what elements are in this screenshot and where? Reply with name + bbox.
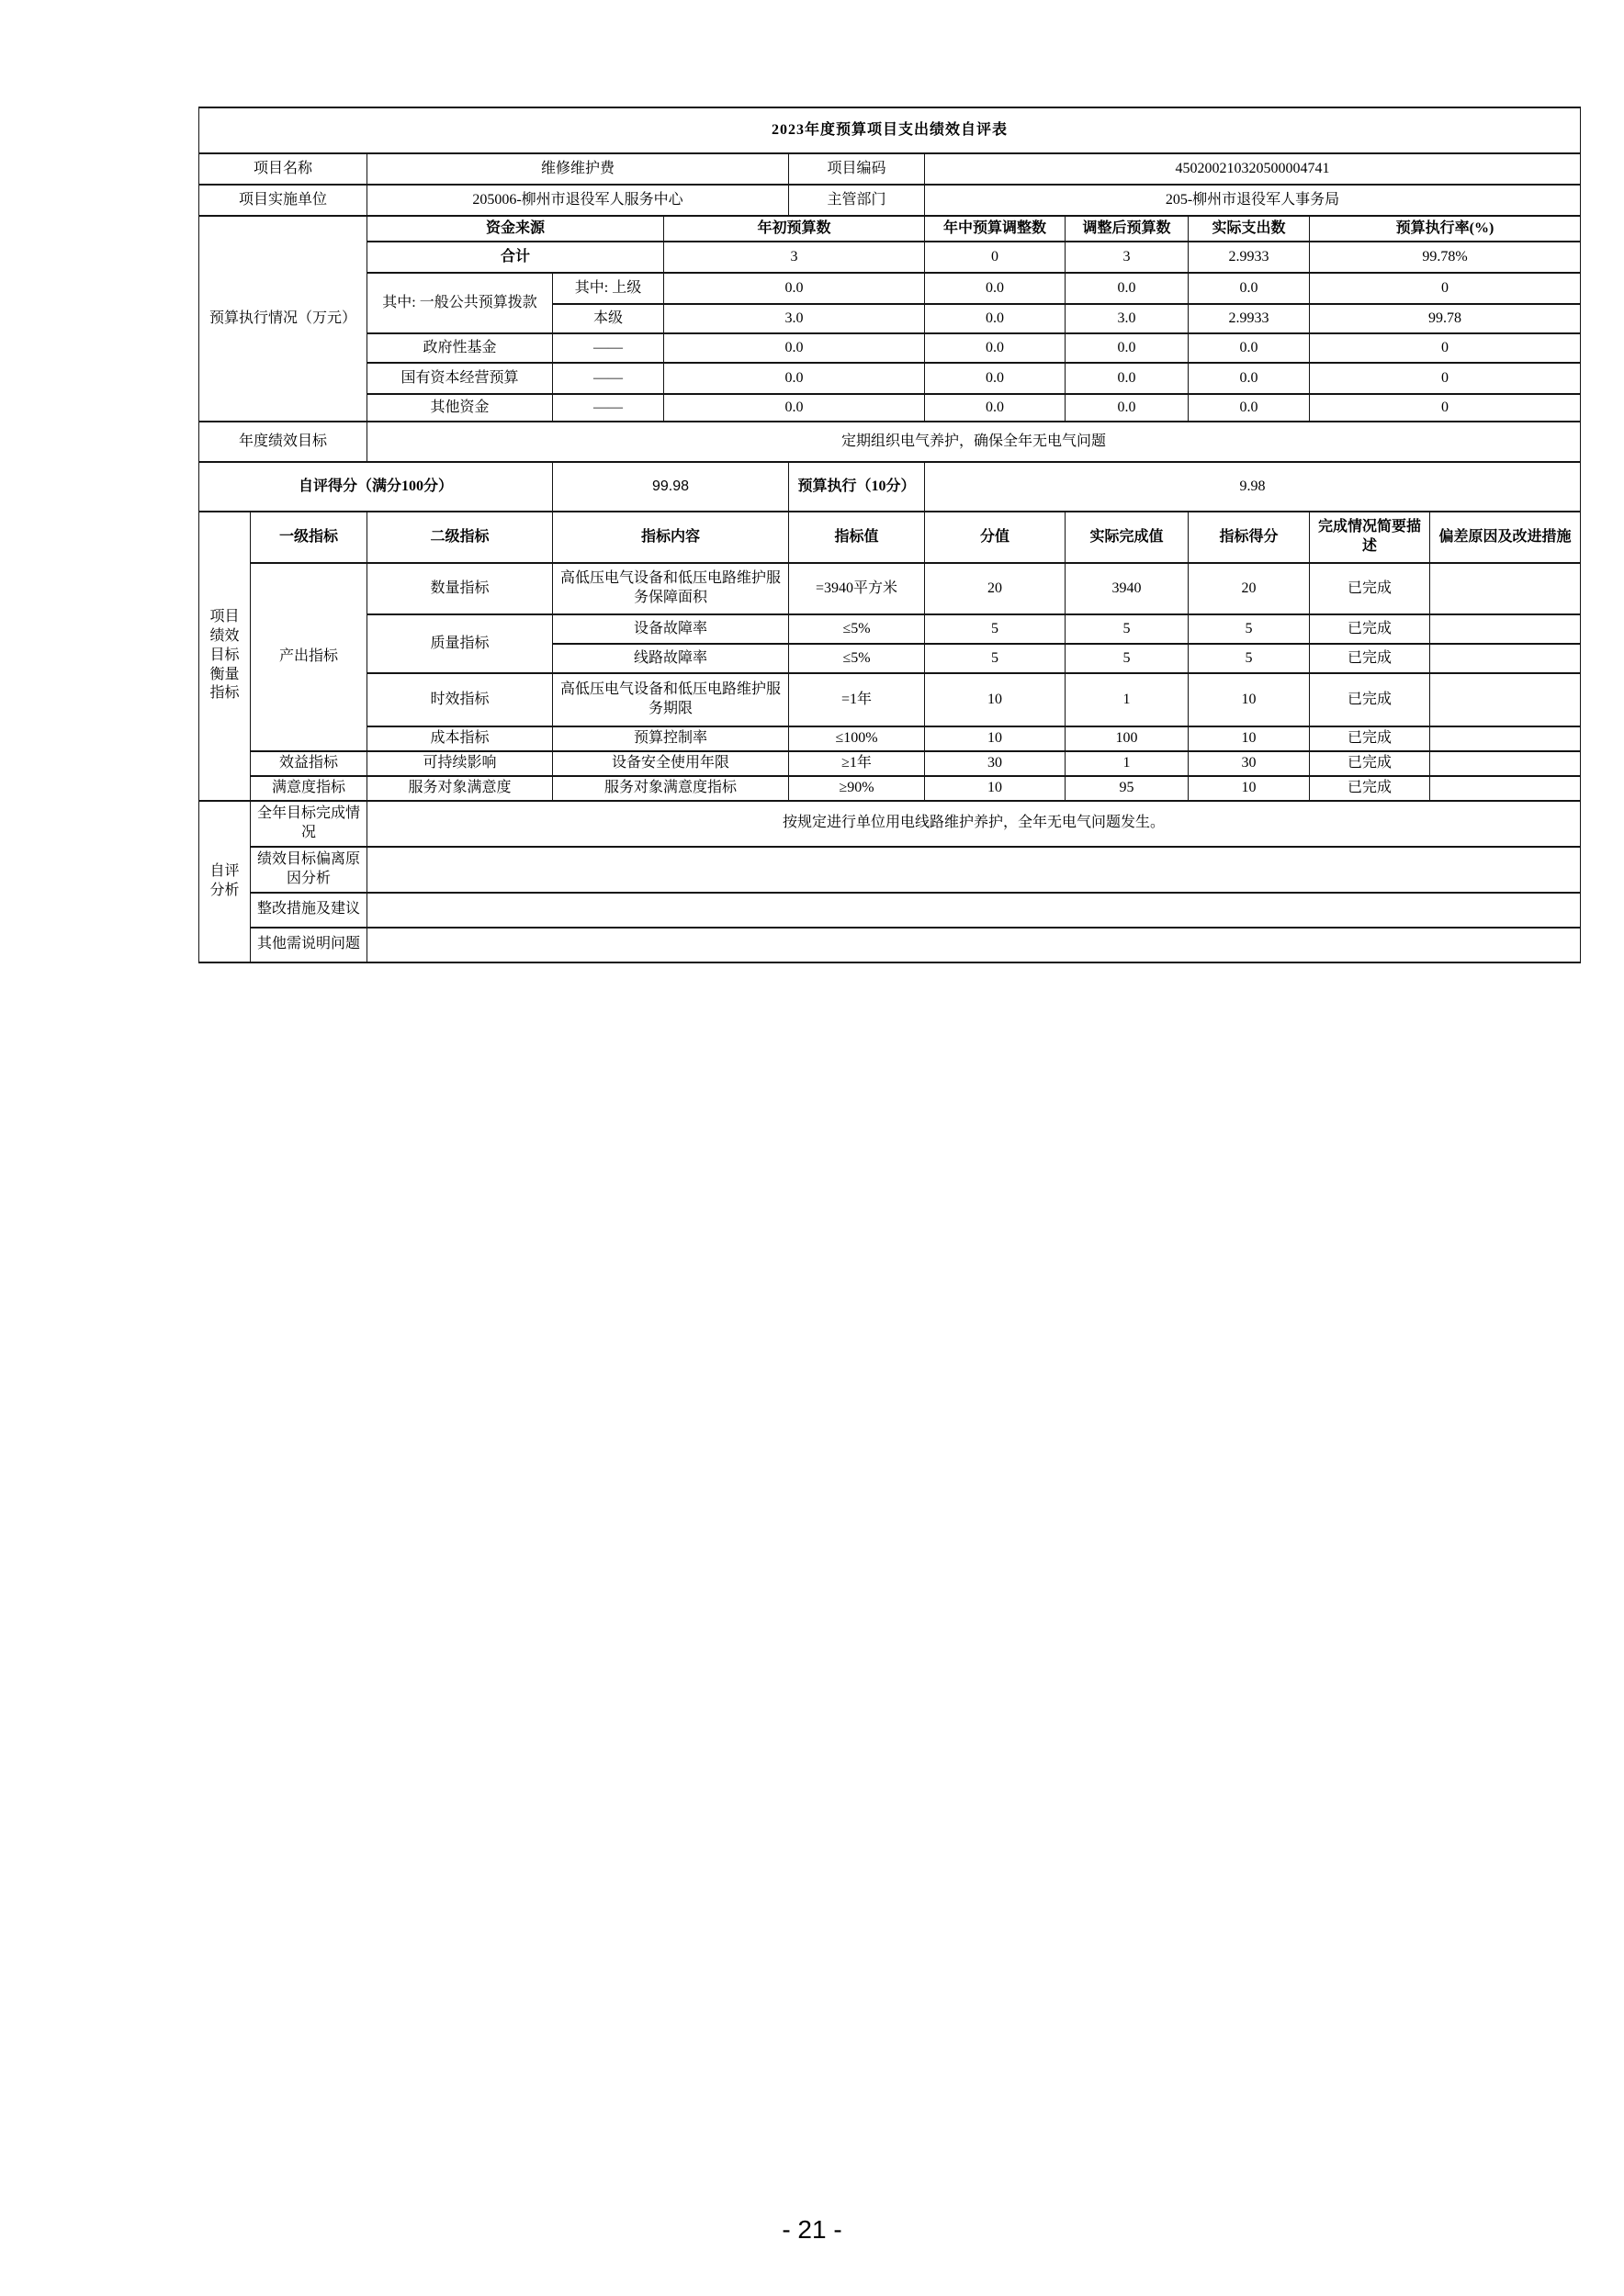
budget-upper-actual: 0.0 — [1189, 273, 1310, 304]
analysis-deviation-value — [367, 847, 1581, 893]
budget-other-funds-mid: 0.0 — [925, 394, 1066, 422]
budget-gov-fund-row — [199, 333, 1581, 363]
quantity-desc: 已完成 — [1310, 563, 1430, 614]
timeliness-content: 高低压电气设备和低压电路维护服务期限 — [553, 673, 789, 726]
header-content: 指标内容 — [553, 512, 789, 563]
budget-total-rate: 99.78% — [1310, 242, 1581, 273]
indicator-header-row — [199, 512, 1581, 563]
self-analysis-section-label: 自评分析 — [199, 801, 251, 962]
line-failure-got: 5 — [1189, 644, 1310, 673]
analysis-deviation-row — [199, 847, 1581, 893]
benefit-level2: 可持续影响 — [367, 751, 553, 776]
equip-failure-got: 5 — [1189, 614, 1310, 644]
budget-state-capital-actual: 0.0 — [1189, 363, 1310, 394]
page-title: 2023年度预算项目支出绩效自评表 — [199, 107, 1581, 153]
header-desc: 完成情况简要描述 — [1310, 512, 1430, 563]
budget-total-row — [199, 242, 1581, 273]
analysis-deviation-label: 绩效目标偏离原因分析 — [251, 847, 367, 893]
col-header-fund-source: 资金来源 — [367, 216, 664, 242]
budget-other-funds-dash: —— — [553, 394, 664, 422]
benefit-level1: 效益指标 — [251, 751, 367, 776]
header-deviation: 偏差原因及改进措施 — [1430, 512, 1581, 563]
competent-dept-value: 205-柳州市退役军人事务局 — [925, 185, 1581, 216]
budget-gov-fund-actual: 0.0 — [1189, 333, 1310, 363]
budget-gov-fund-mid: 0.0 — [925, 333, 1066, 363]
satisfaction-desc: 已完成 — [1310, 776, 1430, 801]
budget-section-label: 预算执行情况（万元） — [199, 216, 367, 422]
indicator-timeliness-row — [199, 673, 1581, 726]
budget-state-capital-row — [199, 363, 1581, 394]
col-header-mid-adjust: 年中预算调整数 — [925, 216, 1066, 242]
budget-other-funds-row — [199, 394, 1581, 422]
budget-upper-rate: 0 — [1310, 273, 1581, 304]
satisfaction-got: 10 — [1189, 776, 1310, 801]
quantity-content: 高低压电气设备和低压电路维护服务保障面积 — [553, 563, 789, 614]
quantity-got: 20 — [1189, 563, 1310, 614]
indicator-cost-row — [199, 726, 1581, 751]
budget-other-funds-label: 其他资金 — [367, 394, 553, 422]
budget-general-public-label: 其中: 一般公共预算拨款 — [367, 273, 553, 333]
budget-total-initial: 3 — [664, 242, 925, 273]
equip-failure-desc: 已完成 — [1310, 614, 1430, 644]
benefit-desc: 已完成 — [1310, 751, 1430, 776]
line-failure-content: 线路故障率 — [553, 644, 789, 673]
header-level1: 一级指标 — [251, 512, 367, 563]
quantity-score: 20 — [925, 563, 1066, 614]
timeliness-desc: 已完成 — [1310, 673, 1430, 726]
budget-gov-fund-label: 政府性基金 — [367, 333, 553, 363]
title-row — [199, 107, 1581, 153]
budget-exec-score-value: 9.98 — [925, 462, 1581, 512]
analysis-rectification-label: 整改措施及建议 — [251, 893, 367, 928]
benefit-actual: 1 — [1066, 751, 1189, 776]
basic-info-row-1 — [199, 153, 1581, 185]
project-name-label: 项目名称 — [199, 153, 367, 185]
quantity-deviation — [1430, 563, 1581, 614]
budget-other-funds-initial: 0.0 — [664, 394, 925, 422]
annual-goal-label: 年度绩效目标 — [199, 422, 367, 462]
equip-failure-deviation — [1430, 614, 1581, 644]
implement-unit-label: 项目实施单位 — [199, 185, 367, 216]
analysis-other-value — [367, 928, 1581, 962]
budget-local-adjusted: 3.0 — [1066, 304, 1189, 333]
cost-level2: 成本指标 — [367, 726, 553, 751]
analysis-completion-label: 全年目标完成情况 — [251, 801, 367, 847]
line-failure-deviation — [1430, 644, 1581, 673]
line-failure-desc: 已完成 — [1310, 644, 1430, 673]
satisfaction-level1: 满意度指标 — [251, 776, 367, 801]
budget-gov-fund-dash: —— — [553, 333, 664, 363]
col-header-exec-rate: 预算执行率(%) — [1310, 216, 1581, 242]
quantity-target: =3940平方米 — [789, 563, 925, 614]
budget-state-capital-adjusted: 0.0 — [1066, 363, 1189, 394]
col-header-initial-budget: 年初预算数 — [664, 216, 925, 242]
analysis-rectification-row — [199, 893, 1581, 928]
budget-state-capital-label: 国有资本经营预算 — [367, 363, 553, 394]
timeliness-deviation — [1430, 673, 1581, 726]
budget-upper-label: 其中: 上级 — [553, 273, 664, 304]
timeliness-actual: 1 — [1066, 673, 1189, 726]
budget-total-label: 合计 — [367, 242, 664, 273]
budget-gov-fund-initial: 0.0 — [664, 333, 925, 363]
header-got: 指标得分 — [1189, 512, 1310, 563]
budget-local-rate: 99.78 — [1310, 304, 1581, 333]
line-failure-target: ≤5% — [789, 644, 925, 673]
timeliness-score: 10 — [925, 673, 1066, 726]
analysis-completion-value: 按规定进行单位用电线路维护养护，全年无电气问题发生。 — [367, 801, 1581, 847]
header-actual: 实际完成值 — [1066, 512, 1189, 563]
indicator-quality-row-1 — [199, 614, 1581, 644]
budget-total-actual: 2.9933 — [1189, 242, 1310, 273]
quantity-level2: 数量指标 — [367, 563, 553, 614]
page-number: - 21 - — [782, 2215, 842, 2244]
cost-deviation — [1430, 726, 1581, 751]
budget-state-capital-rate: 0 — [1310, 363, 1581, 394]
annual-goal-value: 定期组织电气养护，确保全年无电气问题 — [367, 422, 1581, 462]
annual-goal-row — [199, 422, 1581, 462]
equip-failure-score: 5 — [925, 614, 1066, 644]
header-score: 分值 — [925, 512, 1066, 563]
benefit-got: 30 — [1189, 751, 1310, 776]
cost-actual: 100 — [1066, 726, 1189, 751]
project-name-value: 维修维护费 — [367, 153, 789, 185]
budget-local-label: 本级 — [553, 304, 664, 333]
budget-state-capital-initial: 0.0 — [664, 363, 925, 394]
self-score-label: 自评得分（满分100分） — [199, 462, 553, 512]
quantity-actual: 3940 — [1066, 563, 1189, 614]
budget-state-capital-dash: —— — [553, 363, 664, 394]
output-indicator-label: 产出指标 — [251, 563, 367, 751]
benefit-content: 设备安全使用年限 — [553, 751, 789, 776]
budget-local-mid: 0.0 — [925, 304, 1066, 333]
satisfaction-deviation — [1430, 776, 1581, 801]
indicator-section-label: 项目绩效目标衡量指标 — [199, 512, 251, 801]
budget-upper-mid: 0.0 — [925, 273, 1066, 304]
cost-got: 10 — [1189, 726, 1310, 751]
satisfaction-score: 10 — [925, 776, 1066, 801]
satisfaction-content: 服务对象满意度指标 — [553, 776, 789, 801]
budget-total-mid: 0 — [925, 242, 1066, 273]
indicator-quantity-row — [199, 563, 1581, 614]
benefit-target: ≥1年 — [789, 751, 925, 776]
line-failure-actual: 5 — [1066, 644, 1189, 673]
implement-unit-value: 205006-柳州市退役军人服务中心 — [367, 185, 789, 216]
analysis-other-label: 其他需说明问题 — [251, 928, 367, 962]
analysis-other-row — [199, 928, 1581, 962]
quality-level2: 质量指标 — [367, 614, 553, 673]
cost-content: 预算控制率 — [553, 726, 789, 751]
analysis-rectification-value — [367, 893, 1581, 928]
performance-self-eval-table — [198, 107, 1581, 963]
timeliness-target: =1年 — [789, 673, 925, 726]
benefit-score: 30 — [925, 751, 1066, 776]
satisfaction-actual: 95 — [1066, 776, 1189, 801]
project-code-value: 450200210320500004741 — [925, 153, 1581, 185]
satisfaction-level2: 服务对象满意度 — [367, 776, 553, 801]
equip-failure-target: ≤5% — [789, 614, 925, 644]
budget-local-actual: 2.9933 — [1189, 304, 1310, 333]
timeliness-level2: 时效指标 — [367, 673, 553, 726]
project-code-label: 项目编码 — [789, 153, 925, 185]
cost-desc: 已完成 — [1310, 726, 1430, 751]
satisfaction-target: ≥90% — [789, 776, 925, 801]
budget-total-adjusted: 3 — [1066, 242, 1189, 273]
budget-gov-fund-rate: 0 — [1310, 333, 1581, 363]
budget-upper-initial: 0.0 — [664, 273, 925, 304]
budget-state-capital-mid: 0.0 — [925, 363, 1066, 394]
budget-other-funds-adjusted: 0.0 — [1066, 394, 1189, 422]
cost-score: 10 — [925, 726, 1066, 751]
indicator-benefit-row — [199, 751, 1581, 776]
benefit-deviation — [1430, 751, 1581, 776]
competent-dept-label: 主管部门 — [789, 185, 925, 216]
equip-failure-actual: 5 — [1066, 614, 1189, 644]
self-score-row — [199, 462, 1581, 512]
self-score-value: 99.98 — [553, 462, 789, 512]
header-target: 指标值 — [789, 512, 925, 563]
budget-upper-adjusted: 0.0 — [1066, 273, 1189, 304]
equip-failure-content: 设备故障率 — [553, 614, 789, 644]
budget-local-initial: 3.0 — [664, 304, 925, 333]
line-failure-score: 5 — [925, 644, 1066, 673]
timeliness-got: 10 — [1189, 673, 1310, 726]
budget-header-row — [199, 216, 1581, 242]
indicator-satisfaction-row — [199, 776, 1581, 801]
budget-other-funds-actual: 0.0 — [1189, 394, 1310, 422]
budget-upper-row — [199, 273, 1581, 304]
analysis-completion-row — [199, 801, 1581, 847]
basic-info-row-2 — [199, 185, 1581, 216]
budget-exec-score-label: 预算执行（10分） — [789, 462, 925, 512]
budget-other-funds-rate: 0 — [1310, 394, 1581, 422]
budget-gov-fund-adjusted: 0.0 — [1066, 333, 1189, 363]
col-header-adjusted-budget: 调整后预算数 — [1066, 216, 1189, 242]
cost-target: ≤100% — [789, 726, 925, 751]
col-header-actual-spend: 实际支出数 — [1189, 216, 1310, 242]
header-level2: 二级指标 — [367, 512, 553, 563]
